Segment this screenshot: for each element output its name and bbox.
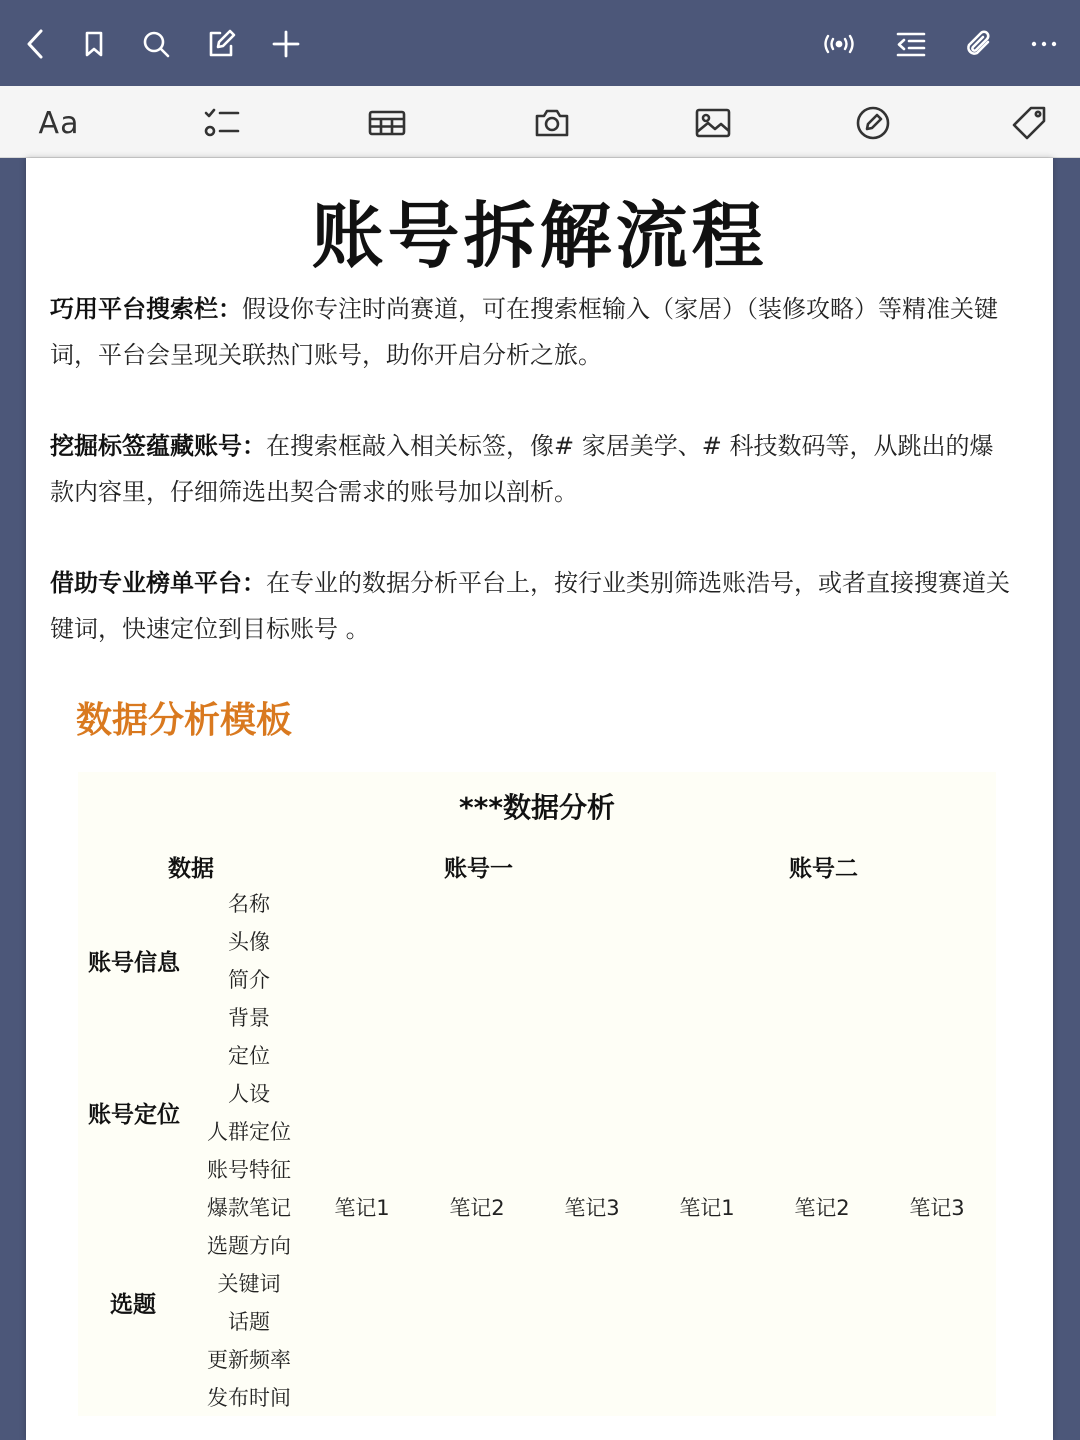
group-account-info: 账号信息 [88, 950, 180, 976]
row-label: 头像 [228, 930, 270, 954]
row-label: 账号特征 [207, 1158, 291, 1182]
tag-icon[interactable] [1006, 100, 1052, 146]
paragraph-heading: 巧用平台搜索栏： [50, 295, 242, 323]
formatting-toolbar [0, 86, 1080, 158]
row-label: 背景 [228, 1006, 270, 1030]
row-label: 人群定位 [207, 1120, 291, 1144]
row-label: 人设 [228, 1082, 270, 1106]
paragraph-search-bar[interactable] [50, 286, 1010, 378]
paragraph-tags[interactable] [50, 423, 1010, 515]
note-cell: 笔记2 [449, 1196, 505, 1220]
read-aloud-icon[interactable] [817, 22, 861, 66]
row-label: 爆款笔记 [207, 1196, 291, 1220]
top-navigation-bar [0, 0, 1080, 86]
row-label: 关键词 [217, 1272, 281, 1296]
note-cell: 笔记2 [794, 1196, 850, 1220]
header-account-one: 账号一 [444, 856, 513, 882]
search-icon[interactable] [134, 22, 178, 66]
row-label: 名称 [228, 892, 270, 916]
row-label: 发布时间 [207, 1386, 291, 1410]
back-icon[interactable] [14, 22, 58, 66]
note-cell: 笔记3 [909, 1196, 965, 1220]
row-label: 更新频率 [207, 1348, 291, 1372]
paragraph-body: 在搜索框敲入相关标签，像# 家居美学、# 科技数码等，从跳出的爆款内容里，仔细筛选出契合需求的账号加以剖析。 [50, 432, 994, 506]
paragraph-body: 假设你专注时尚赛道，可在搜索框输入（家居）（装修攻略）等精准关键词，平台会呈现关联热门账号，助你开启分析之旅。 [50, 295, 998, 369]
group-topics: 选题 [110, 1292, 156, 1318]
font-style-button[interactable] [34, 100, 84, 146]
bookmark-icon[interactable] [72, 22, 116, 66]
edit-icon[interactable] [199, 22, 243, 66]
template-title: ***数据分析 [459, 791, 615, 824]
paragraph-heading: 挖掘标签蕴藏账号： [50, 432, 266, 460]
header-account-two: 账号二 [789, 856, 858, 882]
header-data: 数据 [168, 856, 214, 882]
group-account-positioning: 账号定位 [88, 1102, 180, 1128]
analysis-template-table[interactable] [78, 772, 996, 1416]
note-cell: 笔记1 [679, 1196, 735, 1220]
row-label: 话题 [228, 1310, 270, 1334]
outline-icon[interactable] [889, 22, 933, 66]
note-cell: 笔记3 [564, 1196, 620, 1220]
section-title: 数据分析模板 [76, 700, 293, 741]
attachment-icon[interactable] [957, 22, 1001, 66]
camera-icon[interactable] [529, 100, 575, 146]
checklist-icon[interactable] [199, 100, 245, 146]
paragraph-body: 在专业的数据分析平台上，按行业类别筛选账浩号，或者直接搜赛道关键词，快速定位到目标账号 。 [50, 569, 1010, 643]
row-label: 简介 [228, 968, 270, 992]
row-label: 定位 [228, 1044, 270, 1068]
paragraph-ranking[interactable] [50, 560, 1010, 652]
pen-icon[interactable] [850, 100, 896, 146]
table-icon[interactable] [364, 100, 410, 146]
image-icon[interactable] [690, 100, 736, 146]
page-title: 账号拆解流程 [311, 194, 768, 278]
add-icon[interactable] [264, 22, 308, 66]
paragraph-heading: 借助专业榜单平台： [50, 569, 266, 597]
font-style-label: Aa [38, 105, 80, 141]
note-cell: 笔记1 [334, 1196, 390, 1220]
row-label: 选题方向 [207, 1234, 291, 1258]
note-page[interactable] [26, 158, 1053, 1440]
more-icon[interactable] [1022, 22, 1066, 66]
